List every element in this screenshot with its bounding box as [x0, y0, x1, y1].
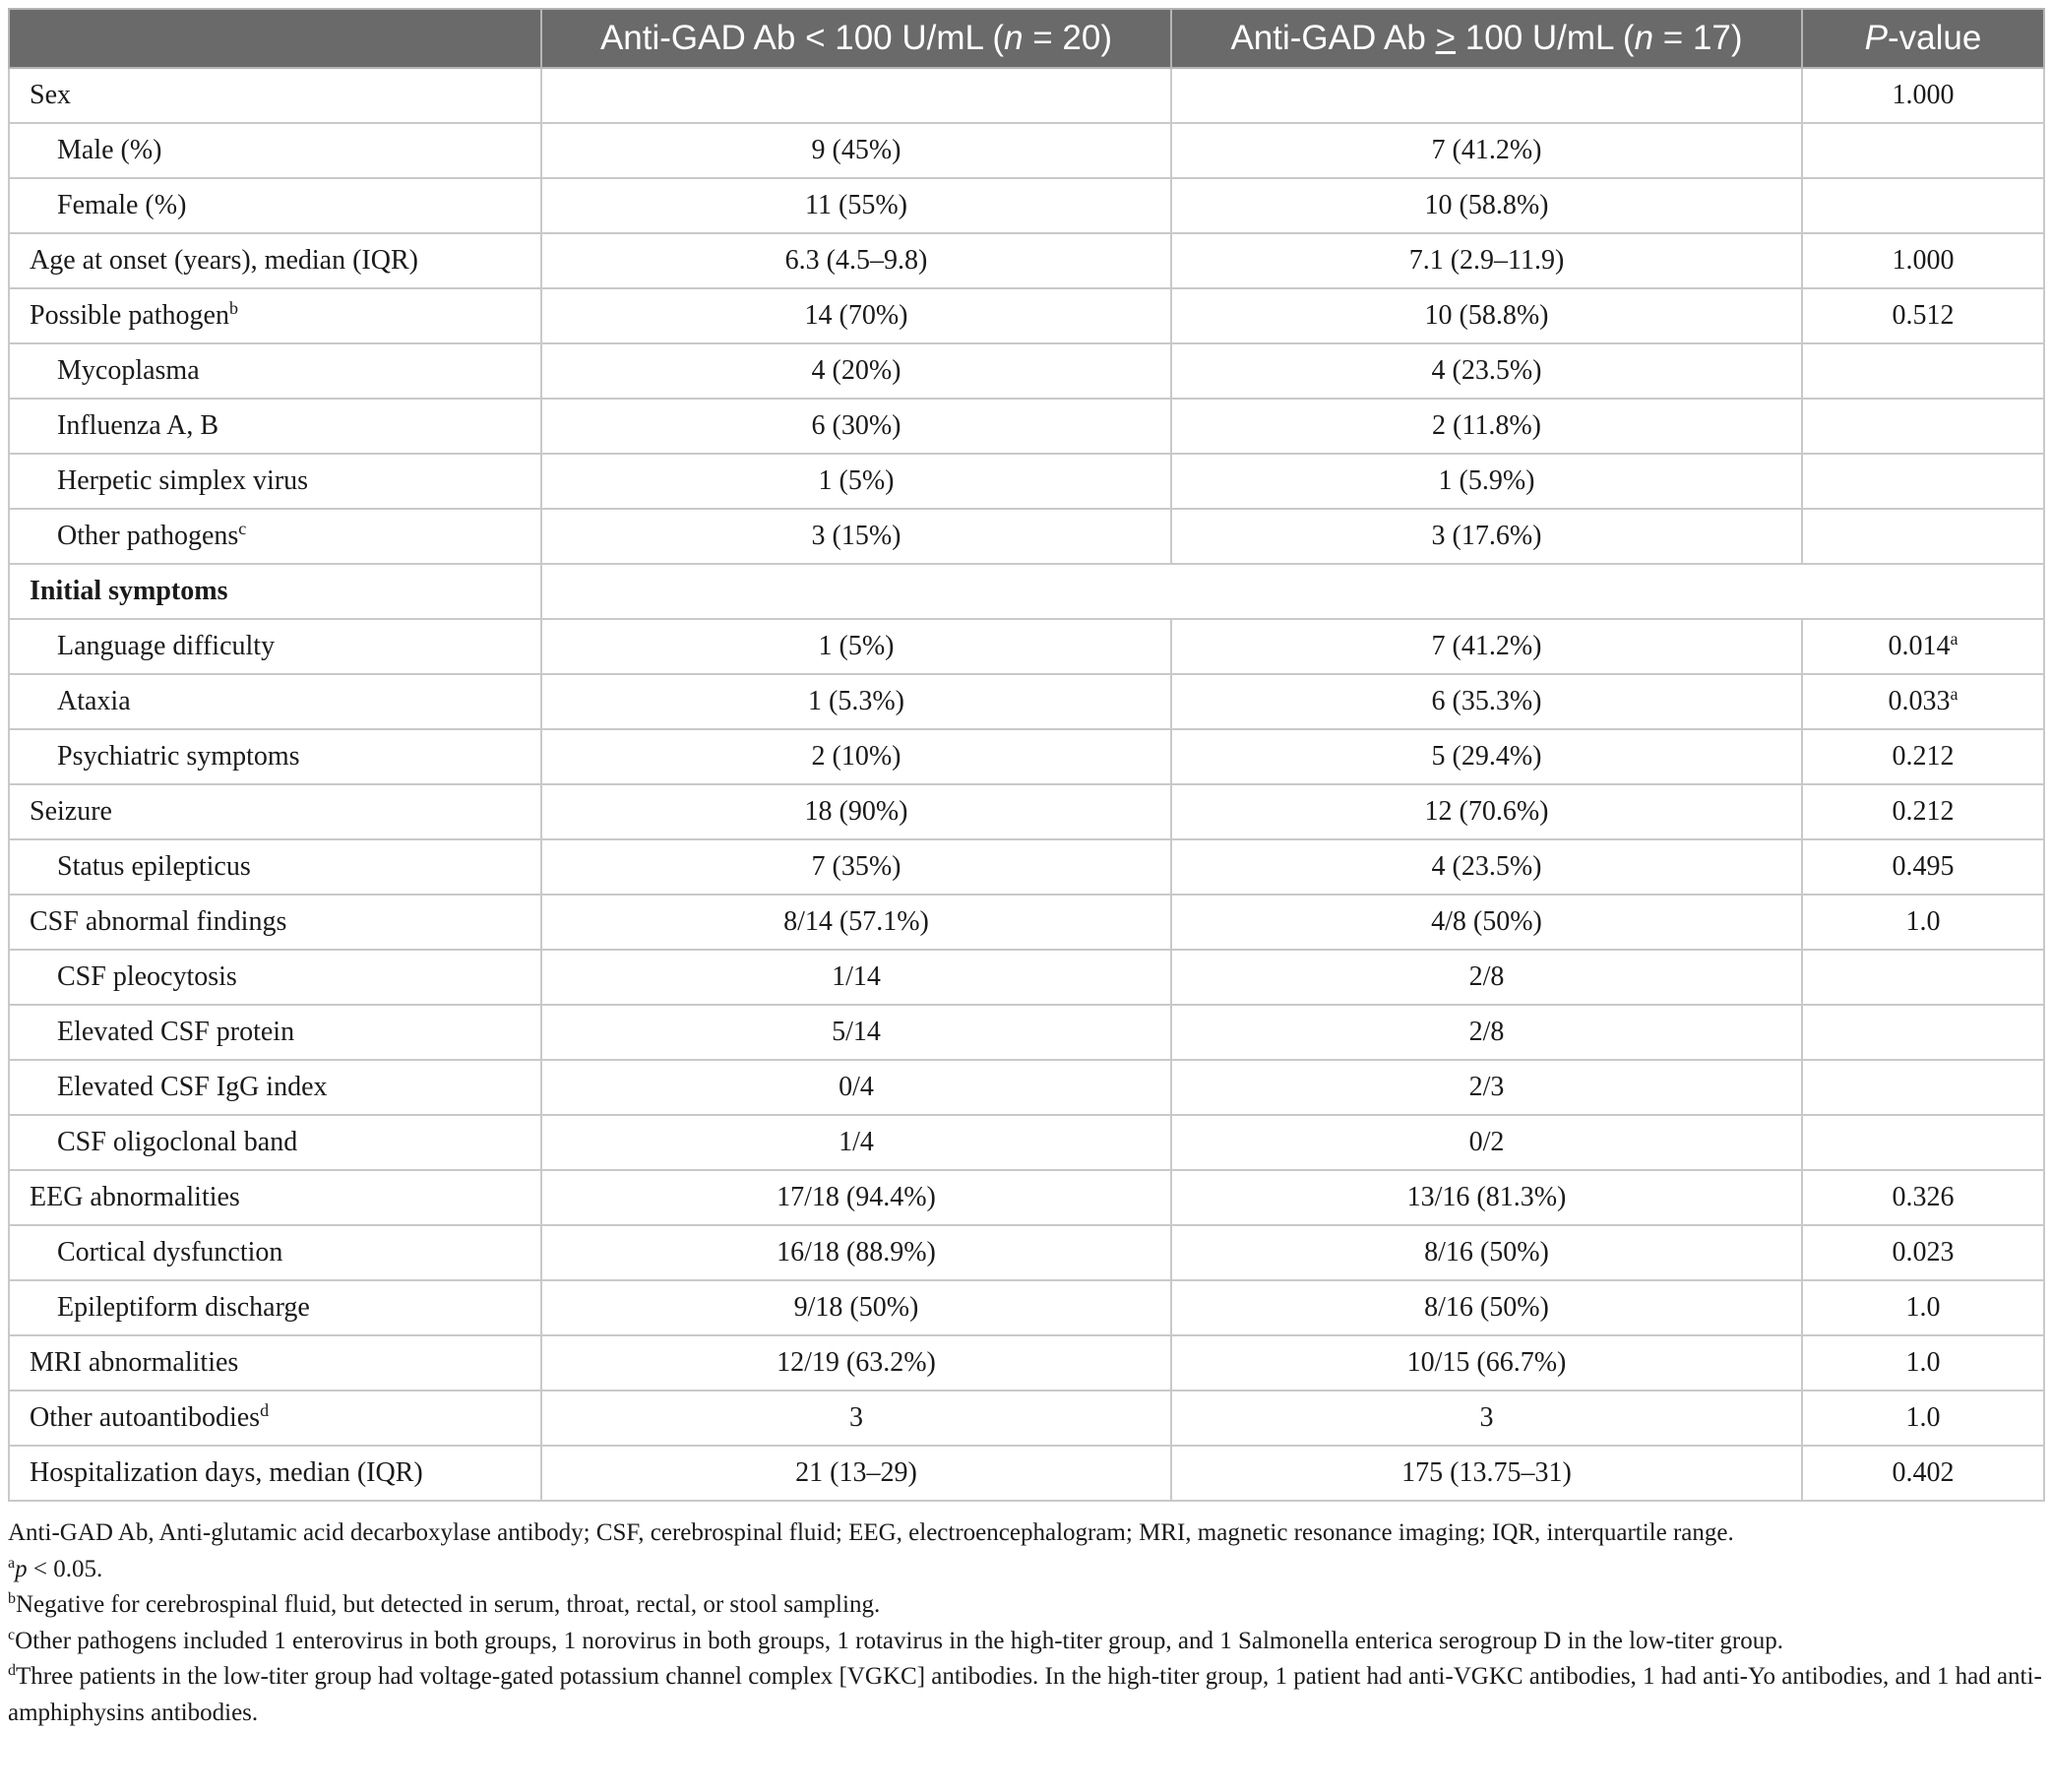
- footnote-d-text: Three patients in the low-titer group had voltage-gated potassium channel complex [VGKC] antibodies. In the high-titer group, 1 patient had anti-VGKC antibodies, 1 had anti-Yo antibodies, and 1 had anti-amphiphysins antibodies.: [8, 1663, 2042, 1726]
- cell-low: 3 (15%): [541, 509, 1171, 564]
- row-label: [9, 399, 541, 454]
- header-label-cell: [9, 9, 541, 68]
- row-label: [9, 1335, 541, 1390]
- p-value: 1.000: [1892, 80, 1955, 110]
- footnote-marker: d: [260, 1400, 270, 1421]
- row-label: [9, 1225, 541, 1280]
- cell-low: 6 (30%): [541, 399, 1171, 454]
- footnote-a-marker: a: [8, 1554, 16, 1572]
- table-row: [9, 1225, 2044, 1280]
- section-label-text: Initial symptoms: [30, 576, 228, 606]
- cell-p: 1.0: [1802, 895, 2044, 950]
- cell-low: 9 (45%): [541, 123, 1171, 178]
- row-label-text: Herpetic simplex virus: [57, 465, 309, 496]
- footnote-marker: c: [238, 519, 247, 539]
- header-high-n: n: [1634, 19, 1654, 57]
- row-label-text: Sex: [30, 80, 71, 110]
- table-header: [9, 9, 2044, 68]
- cell-high: 5 (29.4%): [1171, 729, 1802, 784]
- row-label-text: Language difficulty: [57, 631, 276, 661]
- table-row: [9, 454, 2044, 509]
- footnote-marker: a: [1950, 629, 1959, 649]
- cell-p: 0.212: [1802, 784, 2044, 839]
- table-row: [9, 1335, 2044, 1390]
- footnote-b-marker: b: [8, 1590, 16, 1608]
- table-row: [9, 729, 2044, 784]
- cell-p: [1802, 619, 2044, 674]
- row-label-text: Male (%): [57, 135, 162, 165]
- row-label: [9, 1280, 541, 1335]
- cell-high: 2 (11.8%): [1171, 399, 1802, 454]
- row-label-text: Ataxia: [57, 686, 131, 716]
- cell-high: [1171, 68, 1802, 123]
- cell-high: 1 (5.9%): [1171, 454, 1802, 509]
- footnote-d-marker: d: [8, 1662, 16, 1680]
- row-label: [9, 123, 541, 178]
- cell-p: 1.0: [1802, 1390, 2044, 1446]
- cell-low: 1 (5.3%): [541, 674, 1171, 729]
- cell-low: 4 (20%): [541, 343, 1171, 399]
- row-label-text: Mycoplasma: [57, 355, 200, 386]
- row-label: [9, 454, 541, 509]
- row-label: [9, 1446, 541, 1501]
- cell-p: [1802, 399, 2044, 454]
- cell-p: [1802, 950, 2044, 1005]
- cell-p: [1802, 343, 2044, 399]
- table-row: [9, 1446, 2044, 1501]
- section-row: [9, 564, 2044, 619]
- table-row: [9, 1115, 2044, 1170]
- row-label-text: CSF abnormal findings: [30, 906, 287, 937]
- row-label-text: Female (%): [57, 190, 187, 220]
- row-label-text: Epileptiform discharge: [57, 1292, 310, 1323]
- row-label: [9, 68, 541, 123]
- cell-low: 2 (10%): [541, 729, 1171, 784]
- cell-p: [1802, 68, 2044, 123]
- p-value: 0.014: [1888, 631, 1951, 661]
- header-high-suffix: = 17): [1653, 19, 1743, 57]
- row-label: [9, 288, 541, 343]
- table-row: [9, 674, 2044, 729]
- table-row: [9, 399, 2044, 454]
- row-label: [9, 729, 541, 784]
- header-high-prefix: Anti-GAD Ab: [1230, 19, 1436, 57]
- cell-high: 7.1 (2.9–11.9): [1171, 233, 1802, 288]
- cell-high: 10 (58.8%): [1171, 288, 1802, 343]
- table-row: [9, 1060, 2044, 1115]
- cell-p: 0.512: [1802, 288, 2044, 343]
- footnote-a: [8, 1552, 2043, 1588]
- footnote-a-text: < 0.05.: [27, 1555, 103, 1582]
- cell-high: 10 (58.8%): [1171, 178, 1802, 233]
- cell-p: [1802, 454, 2044, 509]
- header-high-titer: [1171, 9, 1802, 68]
- cell-high: 4/8 (50%): [1171, 895, 1802, 950]
- cell-low: 3: [541, 1390, 1171, 1446]
- cell-high: 8/16 (50%): [1171, 1225, 1802, 1280]
- cell-high: 8/16 (50%): [1171, 1280, 1802, 1335]
- footnote-c-text: Other pathogens included 1 enterovirus in both groups, 1 norovirus in both groups, 1 rotavirus in the high-titer group, and 1 Salmonella enterica serogroup D in the low-titer group.: [15, 1627, 1783, 1654]
- row-label: [9, 1170, 541, 1225]
- cell-high: 6 (35.3%): [1171, 674, 1802, 729]
- cell-high: 2/8: [1171, 950, 1802, 1005]
- row-label-text: Possible pathogen: [30, 300, 229, 331]
- footnote-c: [8, 1624, 2043, 1660]
- table-row: [9, 509, 2044, 564]
- cell-p: 1.000: [1802, 233, 2044, 288]
- cell-low: 11 (55%): [541, 178, 1171, 233]
- table-row: [9, 178, 2044, 233]
- row-label: [9, 233, 541, 288]
- row-label: [9, 950, 541, 1005]
- cell-low: 8/14 (57.1%): [541, 895, 1171, 950]
- table-row: [9, 233, 2044, 288]
- header-high-symbol: >: [1435, 19, 1457, 57]
- row-label: [9, 619, 541, 674]
- row-label: [9, 839, 541, 895]
- table-row: [9, 619, 2044, 674]
- cell-low: 7 (35%): [541, 839, 1171, 895]
- section-label: [9, 564, 541, 619]
- row-label-text: Elevated CSF protein: [57, 1017, 295, 1047]
- table-row: [9, 839, 2044, 895]
- table-footnotes: [8, 1515, 2043, 1731]
- footnote-d: [8, 1659, 2043, 1731]
- cell-p: 0.495: [1802, 839, 2044, 895]
- cell-low: 0/4: [541, 1060, 1171, 1115]
- cell-p: [1802, 1060, 2044, 1115]
- header-p-letter: P: [1864, 19, 1889, 57]
- row-label: [9, 674, 541, 729]
- footnote-marker: a: [1950, 684, 1959, 705]
- table-body: [9, 68, 2044, 1501]
- cell-high: 3: [1171, 1390, 1802, 1446]
- header-low-prefix: Anti-GAD Ab < 100 U/mL (: [599, 19, 1005, 57]
- cell-p: [1802, 509, 2044, 564]
- cell-p: 0.023: [1802, 1225, 2044, 1280]
- cell-high: 4 (23.5%): [1171, 343, 1802, 399]
- row-label: [9, 1390, 541, 1446]
- row-label-text: Other autoantibodies: [30, 1402, 261, 1433]
- table-row: [9, 950, 2044, 1005]
- row-label-text: MRI abnormalities: [30, 1347, 239, 1378]
- cell-high: 13/16 (81.3%): [1171, 1170, 1802, 1225]
- cell-high: 12 (70.6%): [1171, 784, 1802, 839]
- cell-low: 1 (5%): [541, 619, 1171, 674]
- cell-low: [541, 68, 1171, 123]
- comparison-table: [8, 8, 2045, 1502]
- abbreviation-note: Anti-GAD Ab, Anti-glutamic acid decarboxylase antibody; CSF, cerebrospinal fluid; EEG, electroencephalogram; MRI, magnetic resonance imaging; IQR, interquartile range.: [8, 1519, 1734, 1546]
- cell-high: 3 (17.6%): [1171, 509, 1802, 564]
- cell-low: 12/19 (63.2%): [541, 1335, 1171, 1390]
- table-row: [9, 1005, 2044, 1060]
- cell-low: 14 (70%): [541, 288, 1171, 343]
- row-label: [9, 178, 541, 233]
- p-value: 0.033: [1888, 686, 1951, 716]
- table-row: [9, 288, 2044, 343]
- table-row: [9, 1390, 2044, 1446]
- cell-high: 0/2: [1171, 1115, 1802, 1170]
- cell-p: [1802, 1005, 2044, 1060]
- cell-p: 0.402: [1802, 1446, 2044, 1501]
- row-label-text: CSF oligoclonal band: [57, 1127, 298, 1157]
- header-low-n: n: [1004, 19, 1024, 57]
- header-p-suffix: -value: [1888, 19, 1982, 57]
- cell-high: 2/8: [1171, 1005, 1802, 1060]
- row-label: [9, 1115, 541, 1170]
- header-row: [9, 9, 2044, 68]
- table-row: [9, 68, 2044, 123]
- cell-high: 10/15 (66.7%): [1171, 1335, 1802, 1390]
- row-label-text: Cortical dysfunction: [57, 1237, 283, 1267]
- cell-low: 18 (90%): [541, 784, 1171, 839]
- cell-p: [1802, 123, 2044, 178]
- cell-low: 5/14: [541, 1005, 1171, 1060]
- row-label-text: Elevated CSF IgG index: [57, 1072, 328, 1102]
- cell-p: 0.212: [1802, 729, 2044, 784]
- cell-high: 175 (13.75–31): [1171, 1446, 1802, 1501]
- cell-high: 7 (41.2%): [1171, 619, 1802, 674]
- table-row: [9, 343, 2044, 399]
- cell-low: 21 (13–29): [541, 1446, 1171, 1501]
- row-label-text: CSF pleocytosis: [57, 961, 237, 992]
- row-label-text: Hospitalization days, median (IQR): [30, 1457, 423, 1488]
- row-label: [9, 784, 541, 839]
- cell-low: 9/18 (50%): [541, 1280, 1171, 1335]
- table-row: [9, 123, 2044, 178]
- cell-p: [1802, 1115, 2044, 1170]
- row-label: [9, 1060, 541, 1115]
- cell-low: 16/18 (88.9%): [541, 1225, 1171, 1280]
- cell-p: 1.0: [1802, 1335, 2044, 1390]
- row-label: [9, 1005, 541, 1060]
- cell-low: 1/4: [541, 1115, 1171, 1170]
- footnote-marker: b: [229, 298, 238, 319]
- cell-p: [1802, 178, 2044, 233]
- cell-p: 0.326: [1802, 1170, 2044, 1225]
- cell-high: 2/3: [1171, 1060, 1802, 1115]
- footnote-a-p: p: [15, 1555, 28, 1582]
- row-label-text: EEG abnormalities: [30, 1182, 240, 1212]
- table-container: [8, 8, 2043, 1731]
- cell-p: [1802, 674, 2044, 729]
- section-empty-cell: [541, 564, 2044, 619]
- row-label-text: Psychiatric symptoms: [57, 741, 300, 772]
- header-high-mid: 100 U/mL (: [1456, 19, 1635, 57]
- table-row: [9, 784, 2044, 839]
- row-label-text: Status epilepticus: [57, 851, 251, 882]
- header-low-suffix: = 20): [1023, 19, 1113, 57]
- cell-low: 17/18 (94.4%): [541, 1170, 1171, 1225]
- cell-low: 1/14: [541, 950, 1171, 1005]
- row-label-text: Age at onset (years), median (IQR): [30, 245, 418, 276]
- footnote-c-marker: c: [8, 1626, 16, 1643]
- table-row: [9, 1280, 2044, 1335]
- row-label-text: Other pathogens: [57, 521, 239, 551]
- header-p-value: [1802, 9, 2044, 68]
- row-label: [9, 343, 541, 399]
- table-row: [9, 1170, 2044, 1225]
- footnote-b-text: Negative for cerebrospinal fluid, but detected in serum, throat, rectal, or stool sampling.: [16, 1591, 881, 1618]
- cell-high: 7 (41.2%): [1171, 123, 1802, 178]
- cell-low: 1 (5%): [541, 454, 1171, 509]
- row-label-text: Seizure: [30, 796, 112, 827]
- table-row: [9, 895, 2044, 950]
- cell-low: 6.3 (4.5–9.8): [541, 233, 1171, 288]
- footnote-b: [8, 1587, 2043, 1624]
- row-label: [9, 509, 541, 564]
- row-label-text: Influenza A, B: [57, 410, 219, 441]
- header-low-titer: [541, 9, 1171, 68]
- cell-high: 4 (23.5%): [1171, 839, 1802, 895]
- cell-p: 1.0: [1802, 1280, 2044, 1335]
- row-label: [9, 895, 541, 950]
